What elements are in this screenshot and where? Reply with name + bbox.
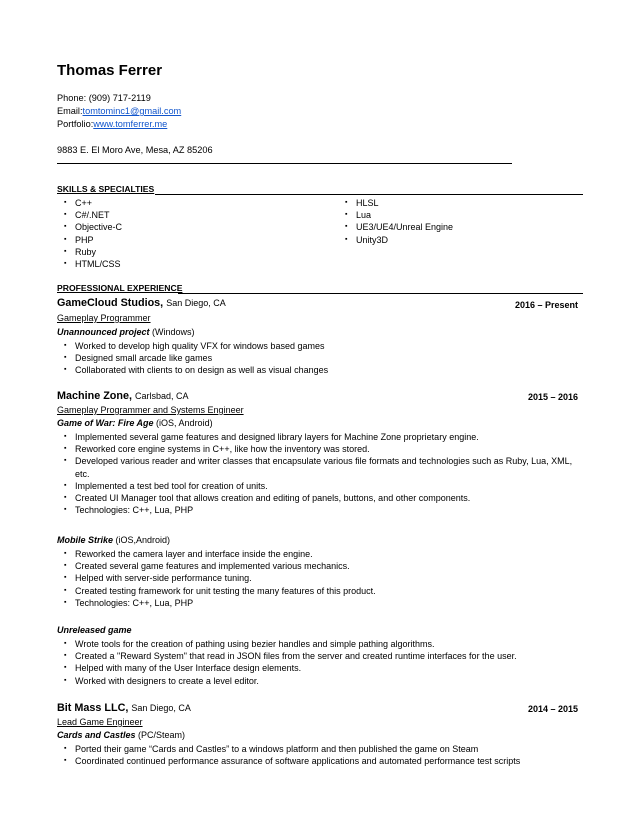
- project-bullets: [64, 743, 520, 767]
- bullet-item: ▪ Helped with server-side performance tuning.: [64, 572, 376, 584]
- experience-rule: [178, 293, 583, 294]
- skill-item: ▪ HLSL: [345, 197, 453, 209]
- skill-item: ▪ UE3/UE4/Unreal Engine: [345, 221, 453, 233]
- portfolio-line: [57, 118, 167, 131]
- portfolio-label: Portfolio:: [57, 119, 94, 129]
- skill-item: ▪ PHP: [64, 234, 122, 246]
- job-dates: 2015 – 2016: [527, 392, 578, 402]
- project-title: Unannounced project (Windows): [57, 327, 195, 337]
- email-label: Email:: [57, 106, 83, 116]
- header-divider: [57, 163, 512, 164]
- bullet-item: ▪ Designed small arcade like games: [64, 352, 328, 364]
- project-bullets: [64, 638, 517, 687]
- bullet-item: ▪ Created a "Reward System" that read in JSON files from the server and created runtime interfaces for the user.: [64, 650, 517, 662]
- job-dates: 2016 – Present: [514, 300, 578, 310]
- project-title: Game of War: Fire Age (iOS, Android): [57, 418, 213, 428]
- bullet-item: ▪ Wrote tools for the creation of pathing using bezier handles and simple pathing algorithms.: [64, 638, 517, 650]
- project-bullets: [64, 431, 584, 516]
- job-role: Gameplay Programmer and Systems Engineer: [57, 405, 244, 415]
- project-bullets: [64, 548, 376, 609]
- skill-item: ▪ Lua: [345, 209, 453, 221]
- portfolio-link[interactable]: www.tomferrer.me: [93, 119, 168, 129]
- skill-item: ▪ Unity3D: [345, 234, 453, 246]
- project-bullets: [64, 340, 328, 377]
- job-dates: 2014 – 2015: [527, 704, 578, 714]
- candidate-name: Thomas Ferrer: [57, 62, 163, 79]
- skill-item: ▪ Ruby: [64, 246, 122, 258]
- project-title: Mobile Strike (iOS,Android): [57, 535, 171, 545]
- skills-list-right: [345, 197, 453, 246]
- bullet-item: ▪ Created testing framework for unit testing the many features of this product.: [64, 585, 376, 597]
- bullet-item: ▪ Implemented several game features and designed library layers for Machine Zone proprietary engine.: [64, 431, 584, 443]
- bullet-item: ▪ Helped with many of the User Interface design elements.: [64, 662, 517, 674]
- bullet-item: ▪ Worked to develop high quality VFX for windows based games: [64, 340, 328, 352]
- skill-item: ▪ Objective-C: [64, 221, 122, 233]
- skills-heading: SKILLS & SPECIALTIES: [57, 184, 155, 194]
- job-role: Gameplay Programmer: [57, 313, 151, 323]
- job-role: Lead Game Engineer: [57, 717, 143, 727]
- bullet-item: ▪ Ported their game “Cards and Castles” to a windows platform and then published the game on Steam: [64, 743, 520, 755]
- phone-line: [57, 92, 151, 105]
- skills-rule: [155, 194, 583, 195]
- bullet-item: ▪ Implemented a test bed tool for creation of units.: [64, 480, 584, 492]
- company-name: Bit Mass LLC, San Diego, CA: [57, 702, 191, 714]
- skill-item: ▪ C++: [64, 197, 122, 209]
- bullet-item: ▪ Collaborated with clients to on design as well as visual changes: [64, 364, 328, 376]
- skill-item: ▪ HTML/CSS: [64, 258, 122, 270]
- project-title: Cards and Castles (PC/Steam): [57, 730, 186, 740]
- bullet-item: ▪ Developed various reader and writer classes that encapsulate various file formats and technologies such as Ruby, Lua, XML, etc.: [64, 455, 584, 479]
- skill-item: ▪ C#/.NET: [64, 209, 122, 221]
- project-title: Unreleased game: [57, 625, 132, 635]
- company-location: San Diego, CA: [166, 298, 226, 308]
- phone-label: Phone:: [57, 93, 87, 103]
- phone-value: (909) 717-2119: [88, 93, 151, 103]
- company-location: Carlsbad, CA: [135, 391, 189, 401]
- bullet-item: ▪ Worked with designers to create a level editor.: [64, 675, 517, 687]
- email-line: [57, 105, 181, 118]
- company-location: San Diego, CA: [131, 703, 191, 713]
- email-link[interactable]: tomtominc1@gmail.com: [82, 106, 182, 116]
- bullet-item: ▪ Created several game features and implemented various mechanics.: [64, 560, 376, 572]
- bullet-item: ▪ Reworked core engine systems in C++, like how the inventory was stored.: [64, 443, 584, 455]
- skills-list-left: [64, 197, 122, 270]
- experience-heading: PROFESSIONAL EXPERIENCE: [57, 283, 183, 293]
- address: 9883 E. El Moro Ave, Mesa, AZ 85206: [57, 145, 213, 155]
- company-name: Machine Zone, Carlsbad, CA: [57, 390, 189, 402]
- bullet-item: ▪ Technologies: C++, Lua, PHP: [64, 597, 376, 609]
- bullet-item: ▪ Created UI Manager tool that allows creation and editing of panels, buttons, and other components.: [64, 492, 584, 504]
- bullet-item: ▪ Coordinated continued performance assurance of software applications and automated performance test scripts: [64, 755, 520, 767]
- bullet-item: ▪ Reworked the camera layer and interface inside the engine.: [64, 548, 376, 560]
- bullet-item: ▪ Technologies: C++, Lua, PHP: [64, 504, 584, 516]
- company-name: GameCloud Studios, San Diego, CA: [57, 297, 226, 309]
